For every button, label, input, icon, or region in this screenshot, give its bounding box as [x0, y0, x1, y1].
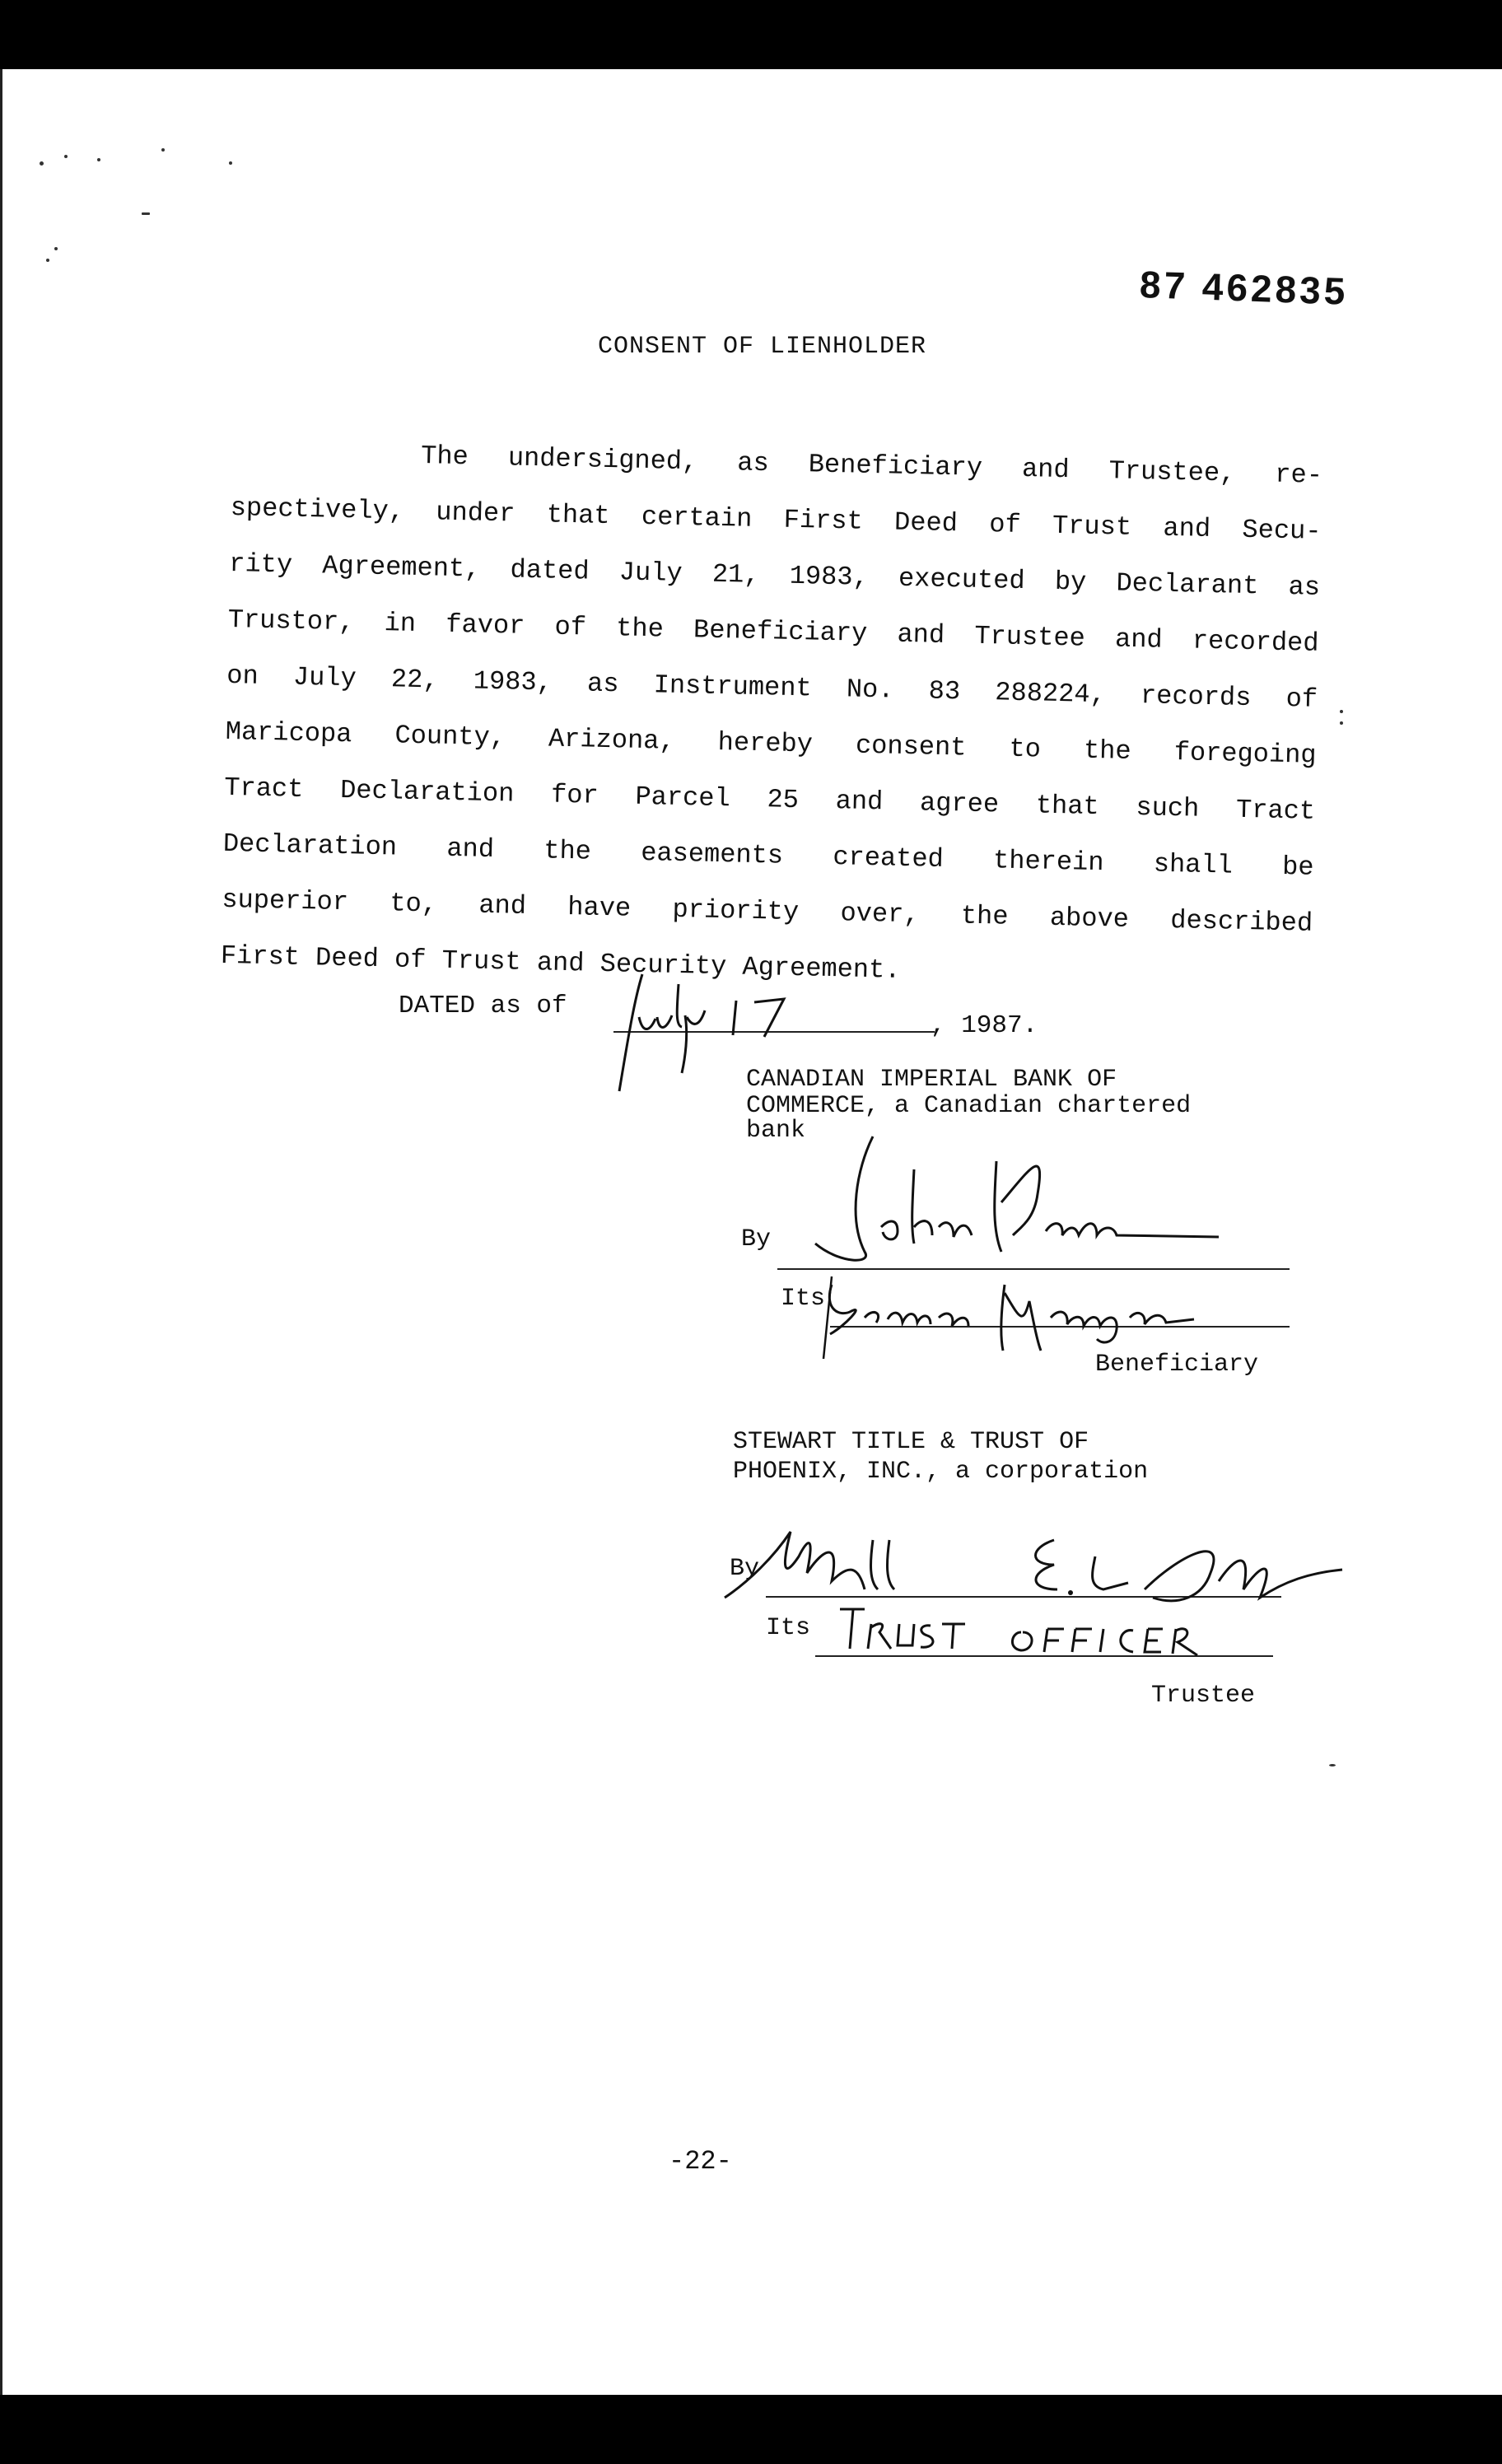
beneficiary-its-label: Its: [781, 1285, 826, 1313]
recording-number: 87 462835: [1139, 262, 1350, 313]
paragraph-line: spectively, under that certain First Deed of Trust and Secu-: [230, 492, 1322, 547]
scan-speck: [1340, 721, 1343, 725]
scan-speck: [1329, 1764, 1336, 1766]
scan-bottom-border: [0, 2395, 1502, 2464]
paragraph-line: Maricopa County, Arizona, hereby consent to the foregoing: [225, 716, 1317, 771]
trustee-name-line: STEWART TITLE & TRUST OF: [733, 1428, 1089, 1456]
beneficiary-name-line: COMMERCE, a Canadian chartered: [746, 1092, 1192, 1120]
trustee-name: [733, 1428, 1089, 1456]
paragraph-line: The undersigned, as Beneficiary and Trustee, re-: [420, 441, 1323, 491]
scan-speck: [64, 155, 68, 158]
trustee-its-label: Its: [766, 1614, 811, 1642]
trustee-role: Trustee: [1151, 1682, 1256, 1710]
trustee-by-label: By: [730, 1555, 760, 1583]
dated-year: , 1987.: [931, 1011, 1038, 1040]
scan-speck: [142, 212, 150, 215]
paragraph-line: superior to, and have priority over, the above described: [221, 884, 1313, 939]
paragraph-line: Trustor, in favor of the Beneficiary and Trustee and recorded: [227, 604, 1319, 659]
scan-speck: [161, 148, 165, 152]
scan-left-edge: [0, 69, 2, 2395]
beneficiary-name: [746, 1066, 1117, 1094]
paragraph-line: First Deed of Trust and Security Agreement.: [220, 940, 901, 986]
scan-speck: [46, 259, 49, 262]
page-number: -22-: [669, 2146, 732, 2177]
trustee-title-handwritten: [832, 1599, 1243, 1665]
scan-top-border: [0, 0, 1502, 69]
beneficiary-title-handwritten: [807, 1260, 1252, 1359]
beneficiary-name: [746, 1092, 1191, 1120]
paragraph-line: on July 22, 1983, as Instrument No. 83 288224, records of: [226, 660, 1318, 715]
trustee-name-line: PHOENIX, INC., a corporation: [733, 1458, 1149, 1486]
beneficiary-name-line: bank: [746, 1117, 806, 1145]
beneficiary-name-line: CANADIAN IMPERIAL BANK OF: [746, 1066, 1117, 1094]
scan-speck: [1340, 710, 1343, 713]
beneficiary-role: Beneficiary: [1095, 1351, 1259, 1379]
dated-label: DATED as of: [399, 992, 567, 1020]
document-title: CONSENT OF LIENHOLDER: [598, 333, 927, 361]
scan-speck: [54, 247, 58, 250]
consent-paragraph: [220, 424, 1323, 1008]
paragraph-line: rity Agreement, dated July 21, 1983, executed by Declarant as: [228, 548, 1321, 603]
beneficiary-by-label: By: [741, 1225, 772, 1253]
scan-speck: [40, 161, 44, 166]
scan-speck: [97, 158, 100, 161]
paragraph-line: Tract Declaration for Parcel 25 and agree that such Tract: [223, 772, 1316, 827]
trustee-name: [733, 1458, 1148, 1486]
paragraph-line: Declaration and the easements created therein shall be: [222, 828, 1314, 883]
scan-speck: [229, 161, 232, 165]
